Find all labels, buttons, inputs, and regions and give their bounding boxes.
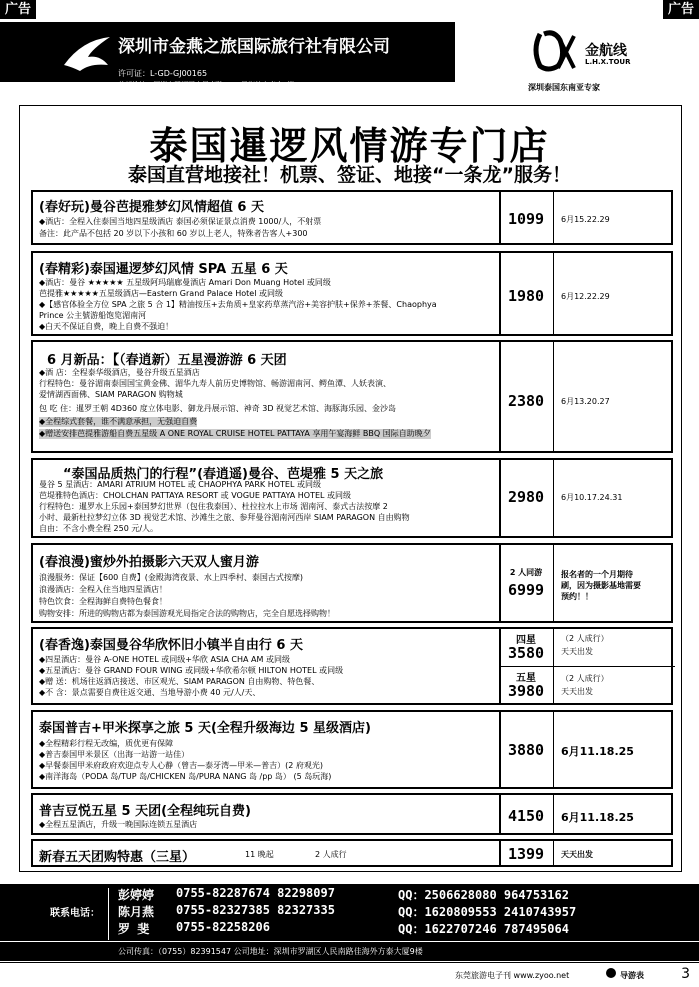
page-subtitle: 泰国直营地接社！机票、签证、地接“一条龙”服务！	[128, 164, 571, 186]
product-dates: （2 人成行）	[561, 634, 609, 643]
product-line: 自由：不含小费全程 250 元/人。	[39, 524, 159, 533]
product-dates: 天天出发	[561, 850, 593, 859]
guide-text: 导游表	[620, 971, 644, 980]
ad-tag-left: 广告	[0, 0, 36, 19]
bottom-bar	[0, 962, 699, 987]
ad-tag-right: 广告	[663, 0, 699, 19]
product-dates: 6月15.22.29	[561, 215, 610, 224]
product-note: 11 晚起	[245, 850, 274, 859]
product-line: ◆五星酒店：曼谷 GRAND FOUR WING 或同级+华欣希尔顿 HILTON HOTEL 或同级	[39, 666, 344, 675]
product-price: 3980	[507, 682, 545, 700]
product-line: ◆赠 送：机场往返酒店接送、市区观光、SIAM PARAGON 自由购物、特色餐、	[39, 677, 320, 686]
product-line: 小时、最新杜拉梦幻立体 3D 视觉艺术馆、沙滩生之旅、参拜曼谷湄南河西岸 SIAM PARAGON 自由购物	[39, 513, 410, 522]
product-line: ◆酒店：全程入住泰国当地四星级酒店 泰国必须保证景点消费 1000/人，不射票	[39, 217, 322, 226]
guide-dot-icon	[606, 968, 616, 978]
hq-address: 总部地址：深圳市罗湖区人民南路1022号海外方泰安9楼	[118, 81, 295, 89]
page-title: 泰国暹逻风情游专门店	[149, 123, 550, 168]
contact-label: 联系电话：	[50, 908, 100, 919]
product-line: 行程特色：暹罗水上乐园+泰国梦幻世界（包住我泰国）、杜拉拉水上市场 湄南河、泰式古法按摩 2	[39, 502, 388, 511]
product-price: 1980	[507, 287, 545, 305]
product-title: (春香逸)泰国曼谷华欣怀旧小镇半自由行 6 天	[39, 638, 303, 653]
product-line: 购物安排：所进的购物店都为泰国游观光局指定合法的购物店，完全自愿选择购物！	[39, 609, 335, 618]
product-price: 4150	[507, 807, 545, 825]
product-line: 特色饮食：全程海鲜自费特色餐食！	[39, 597, 167, 606]
product-line: ◆【感官体验全方位 SPA 之旅 5 合 1】精油按压+去角质+皇家药草蒸汽浴+美容护肤+保养+茶餐、Chaophya	[39, 300, 437, 309]
contact-name: 罗 斐	[118, 922, 150, 936]
product-line: ◆全程精彩行程无改编，质优更有保障	[39, 739, 174, 748]
product-title: (春浪漫)蜜炒外拍摄影六天双人蜜月游	[39, 555, 259, 570]
product-7	[31, 710, 673, 789]
product-dates: 6月11.18.25	[561, 811, 634, 824]
product-3	[31, 340, 673, 453]
product-note: 2 人成行	[315, 850, 347, 859]
header	[0, 0, 699, 92]
product-line: ◆全程五星酒店，升级一晚国际连锁五星酒店	[39, 820, 198, 829]
publisher-text: 东莞旅游电子刊 www.zyoo.net	[455, 971, 570, 980]
product-line: ◆四星酒店：曼谷 A-ONE HOTEL 或同级+华欣 ASIA CHA AM 或同级	[39, 655, 290, 664]
product-line: 浪漫酒店：全程入住当地四星酒店！	[39, 585, 167, 594]
lhx-logo-sub: L.H.X.TOUR	[585, 58, 631, 66]
product-line: ◆赠送安排芭提雅游船自费五星级 A ONE ROYAL CRUISE HOTEL PATTAYA 享用午宴海鲜 BBQ 国际自助晚夕	[39, 429, 431, 438]
slogan: 深圳泰国东南亚专家	[528, 83, 600, 92]
contact-qq: QQ：1620809553 2410743957	[398, 905, 577, 919]
product-line: 曼谷 5 星酒店：AMARI ATRIUM HOTEL 或 CHAOPHYA PARK HOTEL 或同级	[39, 480, 321, 489]
product-line: ◆酒店：曼谷 ★★★★★ 五星级阿玛瑞廊曼酒店 Amari Don Muang Hotel 或同级	[39, 278, 331, 287]
product-dates: （2 人成行）	[561, 674, 609, 683]
product-line: ◆早餐泰国甲米府政府欢迎点专人心静（曾吉—泰牙湾—甲米—普吉）(2 府观光)	[39, 761, 324, 770]
product-dates: 天天出发	[561, 687, 593, 696]
product-line: ◆全程综式套餐，谁不满意承担，无强迫自费	[39, 417, 198, 426]
price-label: 四星	[516, 635, 536, 646]
product-price: 1399	[507, 845, 545, 863]
product-price: 6999	[507, 581, 545, 599]
contact-qq: QQ：2506628080 964753162	[398, 888, 569, 902]
product-dates: 天天出发	[561, 647, 593, 656]
license-number: 许可证：L-GD-GJ00165	[118, 69, 208, 78]
product-price: 1099	[507, 210, 545, 228]
product-2	[31, 251, 673, 336]
company-name: 深圳市金燕之旅国际旅行社有限公司	[118, 37, 390, 57]
price-label: 五星	[516, 673, 536, 684]
product-dates: 6月12.22.29	[561, 292, 610, 301]
product-line: ◆南洋海岛（PODA 岛/TUP 岛/CHICKEN 岛/PURA NANG 岛 /pp 岛） (5 岛玩海)	[39, 772, 332, 781]
product-line: 芭提雅★★★★★五星级酒店—Eastern Grand Palace Hotel 或同级	[39, 289, 283, 298]
lhx-logo-icon	[530, 28, 586, 74]
fax-address: 公司传真：（0755）82391547 公司地址：深圳市罗湖区人民南路佳海外方泰大厦9楼	[118, 947, 423, 956]
product-line: 备注：此产品不包括 20 岁以下小孩和 60 岁以上老人，特殊者告客人+300	[39, 229, 308, 238]
product-line: 爱情湖西面佛、SIAM PARAGON 购物城	[39, 390, 183, 399]
product-dates: 6月11.18.25	[561, 745, 634, 758]
product-8	[31, 793, 673, 835]
product-6	[31, 627, 673, 705]
product-price: 2980	[507, 488, 545, 506]
product-price: 3580	[507, 644, 545, 662]
contact-name: 陈月燕	[118, 905, 155, 919]
contact-phone: 0755-82258206	[176, 920, 270, 934]
product-4	[31, 458, 673, 538]
product-price: 3880	[507, 741, 545, 759]
product-title: 泰国普吉+甲米探享之旅 5 天(全程升级海边 5 星级酒店)	[39, 721, 371, 736]
swallow-logo-icon	[62, 35, 112, 75]
product-line: 包 吃 住：暹罗王朝 4D360 度立体电影、御龙丹展示馆、神奇 3D 视觉艺术馆、海豚海乐园、金沙岛	[39, 404, 397, 413]
product-5	[31, 543, 673, 623]
product-line: Prince 公主號游船饱览湄南河	[39, 311, 147, 320]
product-1	[31, 190, 673, 245]
product-price: 2380	[507, 392, 545, 410]
contact-phone: 0755-82327385 82327335	[176, 903, 335, 917]
product-9	[31, 839, 673, 867]
product-title: “泰国品质热门的行程”(春逍遥)曼谷、芭堤雅 5 天之旅	[63, 467, 384, 482]
product-line: 芭堤雅特色酒店：CHOLCHAN PATTAYA RESORT 或 VOGUE PATTAYA HOTEL 或同级	[39, 491, 352, 500]
product-title: 新春五天团购特惠（三星）	[39, 850, 196, 865]
product-title: (春好玩)曼谷芭提雅梦幻风情超值 6 天	[39, 200, 264, 215]
product-line: ◆普吉泰国甲米景区（出海一站游一站佳）	[39, 750, 190, 759]
contact-footer	[0, 884, 699, 961]
product-line: ◆白天不保证自费，晚上自费不强迫！	[39, 322, 174, 331]
product-title: (春精彩)泰国暹逻梦幻风情 SPA 五星 6 天	[39, 262, 288, 277]
product-dates: 6月13.20.27	[561, 397, 610, 406]
contact-qq: QQ：1622707246 787495064	[398, 922, 569, 936]
product-line: 行程特色：曼谷湄南泰国国宝黄金佛、湄华九寿人前历史博物馆、畅游湄南河、鳄鱼潭、人妖表演、	[39, 379, 391, 388]
product-line: ◆酒 店：全程泰华级酒店，曼谷升级五星酒店	[39, 368, 200, 377]
product-dates: 6月10.17.24.31	[561, 493, 623, 502]
product-line: 浪漫服务：保证【600 自费】(金殿海湾夜景、水上四季村、泰国古式按摩)	[39, 573, 304, 582]
product-title: 6 月新品：【（春逍新）五星漫游游 6 天团	[47, 353, 287, 368]
page-number: 3	[681, 966, 690, 982]
contact-phone: 0755-82287674 82298097	[176, 886, 335, 900]
product-line: ◆不 含：景点需要自费往返交通、当地导游小费 40 元/人/天、	[39, 688, 261, 697]
price-label: 2 人同游	[509, 568, 543, 577]
contact-name: 彭婷婷	[118, 888, 155, 902]
product-title: 普吉豆悦五星 5 天团(全程纯玩自费)	[39, 804, 251, 819]
lhx-logo-text: 金航线	[585, 43, 627, 59]
product-dates: 报名者的一个月期待 刷，因为摄影基地需要预约！！	[561, 570, 641, 601]
